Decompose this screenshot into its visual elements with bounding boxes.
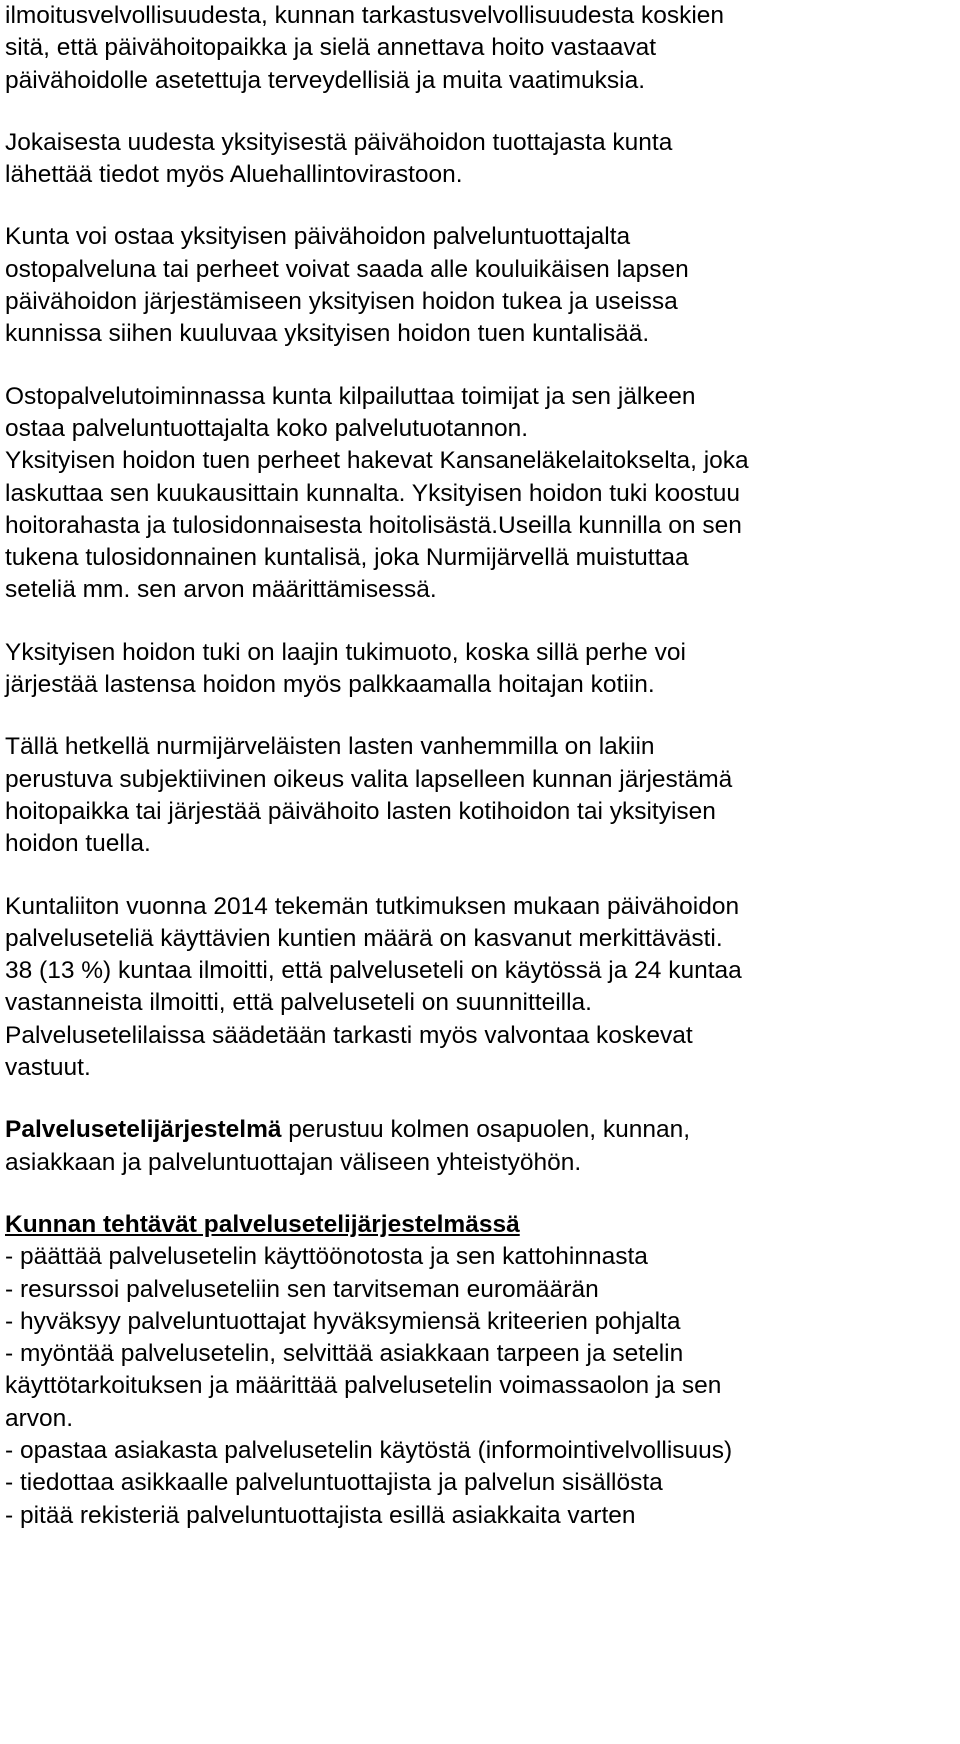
text-line: palveluseteliä käyttävien kuntien määrä on kasvanut merkittävästi. [5,924,723,952]
text-line: järjestää lastensa hoidon myös palkkaamalla hoitajan kotiin. [5,671,655,699]
text-line: Yksityisen hoidon tuki on laajin tukimuoto, koska sillä perhe voi [5,638,686,666]
section-title: Kunnan tehtävät palvelusetelijärjestelmässä [5,1210,520,1238]
text-line: ilmoitusvelvollisuudesta, kunnan tarkastusvelvollisuudesta koskien [5,2,725,29]
text-line: Palvelusetelilaissa säädetään tarkasti myös valvontaa koskevat [5,1021,693,1049]
list-item: - opastaa asiakasta palvelusetelin käytöstä (informointivelvollisuus) [5,1436,733,1464]
text-line: perustuva subjektiivinen oikeus valita lapselleen kunnan järjestämä [5,765,733,793]
text-line: kunnissa siihen kuuluvaa yksityisen hoidon tuen kuntalisää. [5,320,650,348]
paragraph-outsourcing [5,381,955,607]
text-line: päivähoidolle asetettuja terveydellisiä ja muita vaatimuksia. [5,66,646,94]
text-line: hoitorahasta ja tulosidonnaisesta hoitolisästä.Useilla kunnilla on sen [5,511,742,539]
text-line: Kuntaliiton vuonna 2014 tekemän tutkimuksen mukaan päivähoidon [5,892,740,920]
text-line: hoitopaikka tai järjestää päivähoito lasten kotihoidon tai yksityisen [5,797,716,825]
list-item: käyttötarkoituksen ja määrittää palvelusetelin voimassaolon ja sen [5,1372,722,1400]
paragraph-voucher-system [5,1114,955,1179]
text-line: asiakkaan ja palveluntuottajan väliseen yhteistyöhön. [5,1148,582,1176]
list-item: - pitää rekisteriä palveluntuottajista esillä asiakkaita varten [5,1501,636,1529]
paragraph-avi-notification [5,127,955,192]
text-line: lähettää tiedot myös Aluehallintovirastoon. [5,161,463,189]
text-line: hoidon tuella. [5,830,151,858]
text-line: vastuut. [5,1054,91,1082]
text-line: Ostopalvelutoiminnassa kunta kilpailuttaa toimijat ja sen jälkeen [5,382,696,410]
text-fragment: perustuu kolmen osapuolen, kunnan, [281,1116,691,1144]
text-line: laskuttaa sen kuukausittain kunnalta. Yksityisen hoidon tuki koostuu [5,479,740,507]
text-line: ostopalveluna tai perheet voivat saada alle kouluikäisen lapsen [5,255,689,283]
text-line: sitä, että päivähoitopaikka ja sielä annettava hoito vastaavat [5,34,657,62]
text-line: vastanneista ilmoitti, että palveluseteli on suunnitteilla. [5,989,592,1017]
text-line: Tällä hetkellä nurmijärveläisten lasten vanhemmilla on lakiin [5,733,655,761]
paragraph-subjective-right [5,731,955,860]
paragraph-municipal-oversight [5,0,955,97]
paragraph-kuntaliitto-study [5,891,955,1085]
paragraph-purchase-options [5,221,955,350]
list-item: arvon. [5,1404,74,1432]
list-item: - myöntää palvelusetelin, selvittää asiakkaan tarpeen ja setelin [5,1340,684,1368]
text-line: Kunta voi ostaa yksityisen päivähoidon palveluntuottajalta [5,223,631,251]
text-line: Jokaisesta uudesta yksityisestä päivähoidon tuottajasta kunta [5,128,673,156]
text-line: päivähoidon järjestämiseen yksityisen hoidon tukea ja useissa [5,288,678,316]
text-line [5,1114,955,1146]
bold-term: Palvelusetelijärjestelmä [5,1116,282,1144]
text-line: ostaa palveluntuottajalta koko palvelutuotannon. [5,414,529,442]
list-item: - tiedottaa asikkaalle palveluntuottajista ja palvelun sisällösta [5,1469,663,1497]
list-item: - hyväksyy palveluntuottajat hyväksymiensä kriteerien pohjalta [5,1307,681,1335]
text-line: seteliä mm. sen arvon määrittämisessä. [5,576,437,604]
paragraph-private-care-support [5,637,955,702]
section-municipal-tasks [5,1209,955,1532]
text-line: 38 (13 %) kuntaa ilmoitti, että palveluseteli on käytössä ja 24 kuntaa [5,957,742,985]
text-line: tukena tulosidonnainen kuntalisä, joka Nurmijärvellä muistuttaa [5,544,689,572]
list-item: - päättää palvelusetelin käyttöönotosta ja sen kattohinnasta [5,1243,648,1271]
list-item: - resurssoi palveluseteliin sen tarvitseman euromäärän [5,1275,599,1303]
text-line: Yksityisen hoidon tuen perheet hakevat Kansaneläkelaitokselta, joka [5,447,749,475]
